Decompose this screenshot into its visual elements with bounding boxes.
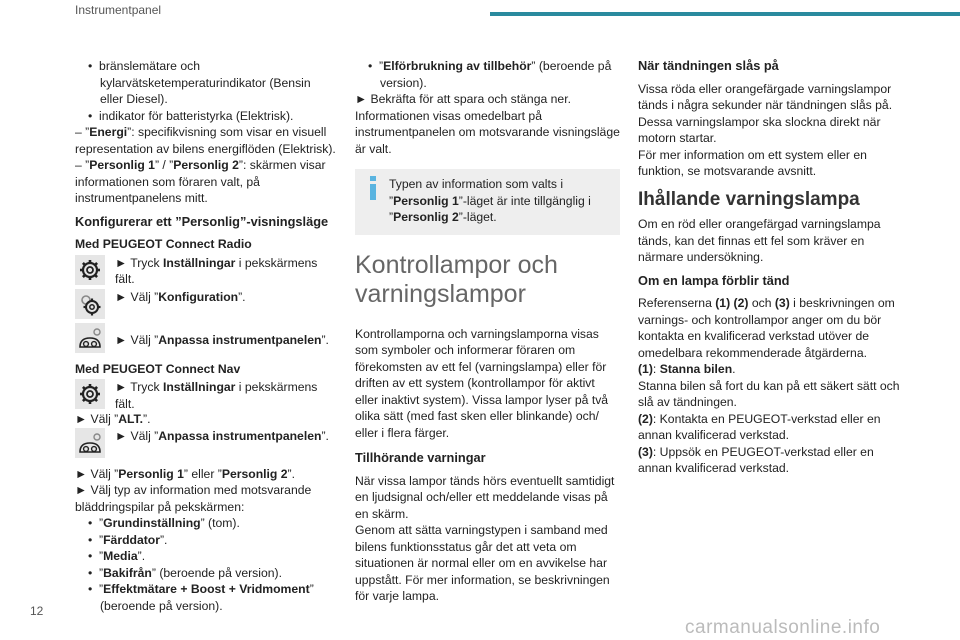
ref-2: (2): Kontakta en PEUGEOT-verkstad eller en annan kvalificerad verkstad. — [638, 411, 881, 442]
step-radio-config: ► Välj ”Konfiguration”. — [75, 289, 337, 323]
heading-ignition-on: När tändningen slås på — [638, 58, 779, 73]
ignition-p1: Vissa röda eller orangefärgade varningslampor tänds i några sekunder när tändningen slås på. Dessa varningslampor ska slockna direkt när motorn startar. — [638, 81, 893, 145]
section-title-warning-lamps: Kontrollampor och varningslampor — [355, 250, 558, 308]
step-confirm: ► Bekräfta för att spara och stänga ner. — [355, 92, 571, 106]
gear-icon — [75, 379, 105, 409]
option-trip-computer: • ”Färddator”. — [88, 532, 168, 547]
ref-3: (3): Uppsök en PEUGEOT-verkstad eller en annan kvalificerad verkstad. — [638, 444, 874, 475]
subheading-connect-nav: Med PEUGEOT Connect Nav — [75, 361, 241, 376]
step-nav-alt: ► Välj ”ALT.”. — [75, 412, 151, 426]
subheading-connect-radio: Med PEUGEOT Connect Radio — [75, 237, 252, 251]
section-title-persistent-lamp: Ihållande varningslampa — [638, 188, 860, 210]
heading-configure-personal: Konfigurerar ett ”Personlig”-visningsläge — [75, 213, 329, 229]
dash-personal: – ”Personlig 1” / ”Personlig 2”: skärmen visar informationen som föraren valt, på instrumentpanelens mitt. — [75, 158, 326, 205]
heading-lamp-stays-on: Om en lampa förblir tänd — [638, 272, 790, 288]
page-number: 12 — [30, 604, 44, 618]
instrument-panel-icon — [75, 428, 105, 458]
heading-associated-warnings: Tillhörande varningar — [355, 450, 486, 465]
ignition-p2: För mer information om ett system eller en funktion, se motsvarande avsnitt. — [638, 147, 867, 178]
step-nav-settings: ► Tryck Inställningar i pekskärmens fält. — [75, 379, 337, 413]
step-radio-settings: ► Tryck Inställningar i pekskärmens fält. — [75, 255, 337, 289]
info-icon — [365, 176, 381, 200]
column-3 — [638, 58, 906, 477]
references-paragraph: Referenserna (1) (2) och (3) i beskrivningen om varnings- och kontrollampor anger om du bör kontakta en kvalificerad verkstad utöver de omedelbara rekommenderade åtgärderna. — [638, 296, 895, 360]
header-section-title: Instrumentpanel — [75, 3, 162, 17]
instrument-panel-icon — [75, 323, 105, 353]
warnings-p2: Genom att sätta varningstypen i samband med bilens funktionsstatus går det att veta om situationen är normal eller om en avvikelse har uppstått. För mer information, se beskrivningen för varje lampa. — [355, 523, 610, 603]
column-1 — [75, 58, 337, 614]
info-paragraph: Informationen visas omedelbart på instrumentpanelen om motsvarande visningsläge är valt. — [355, 108, 620, 156]
bullet-battery: • indikator för batteristyrka (Elektrisk). — [88, 108, 294, 123]
bullet-fuel-gauge: • bränslemätare och kylarvätsketemperaturindikator (Bensin eller Diesel). — [88, 59, 311, 106]
gear-icon — [75, 255, 105, 285]
warnings-p1: När vissa lampor tänds hörs eventuellt samtidigt en ljudsignal och/eller ett meddelande visas på en skärm. — [355, 473, 615, 521]
step-select-personal: ► Välj ”Personlig 1” eller ”Personlig 2”. — [75, 466, 295, 481]
column-2 — [355, 58, 620, 605]
step-nav-dashboard: ► Välj ”Anpassa instrumentpanelen”. — [75, 428, 337, 462]
option-rear: • ”Bakifrån” (beroende på version). — [88, 565, 282, 580]
step-radio-dashboard: ► Välj ”Anpassa instrumentpanelen”. — [75, 323, 337, 357]
watermark: carmanualsonline.info — [685, 617, 881, 638]
option-power-meter: • ”Effektmätare + Boost + Vridmoment” (beroende på version). — [88, 582, 314, 613]
ref-1: (1): Stanna bilen. — [638, 362, 736, 376]
ref-1-text: Stanna bilen så fort du kan på ett säkert sätt och slå av tändningen. — [638, 378, 900, 409]
option-accessory-consumption: • ”Elförbrukning av tillbehör” (beroende på version). — [368, 59, 612, 90]
option-default: • ”Grundinställning” (tom). — [88, 516, 240, 530]
info-note: Typen av information som valts i ”Personlig 1”-läget är inte tillgänglig i ”Personlig 2”-läget. — [355, 169, 620, 235]
persistent-p1: Om en röd eller orangefärgad varningslampa tänds, kan det finnas ett fel som kräver en närmare undersökning. — [638, 217, 881, 264]
step-select-type: ► Välj typ av information med motsvarande bläddringspilar på pekskärmen: — [75, 483, 312, 514]
option-media: • ”Media”. — [88, 549, 146, 563]
dash-energy: – ”Energi”: specifikvisning som visar en visuell representation av bilens energiflöden (Elektrisk). — [75, 125, 336, 156]
lamps-intro: Kontrollamporna och varningslamporna visas som symboler och informerar föraren om förekomsten av ett fel (varningslampa) eller för driften av ett system (kontrollampor för aktivt eller inaktivt system). Vissa lampor lyser på två olika sätt (med fast sken eller blinkande) och/ eller i flera färger. — [355, 326, 609, 440]
header-accent-bar — [490, 12, 960, 16]
gears-icon — [75, 289, 105, 319]
